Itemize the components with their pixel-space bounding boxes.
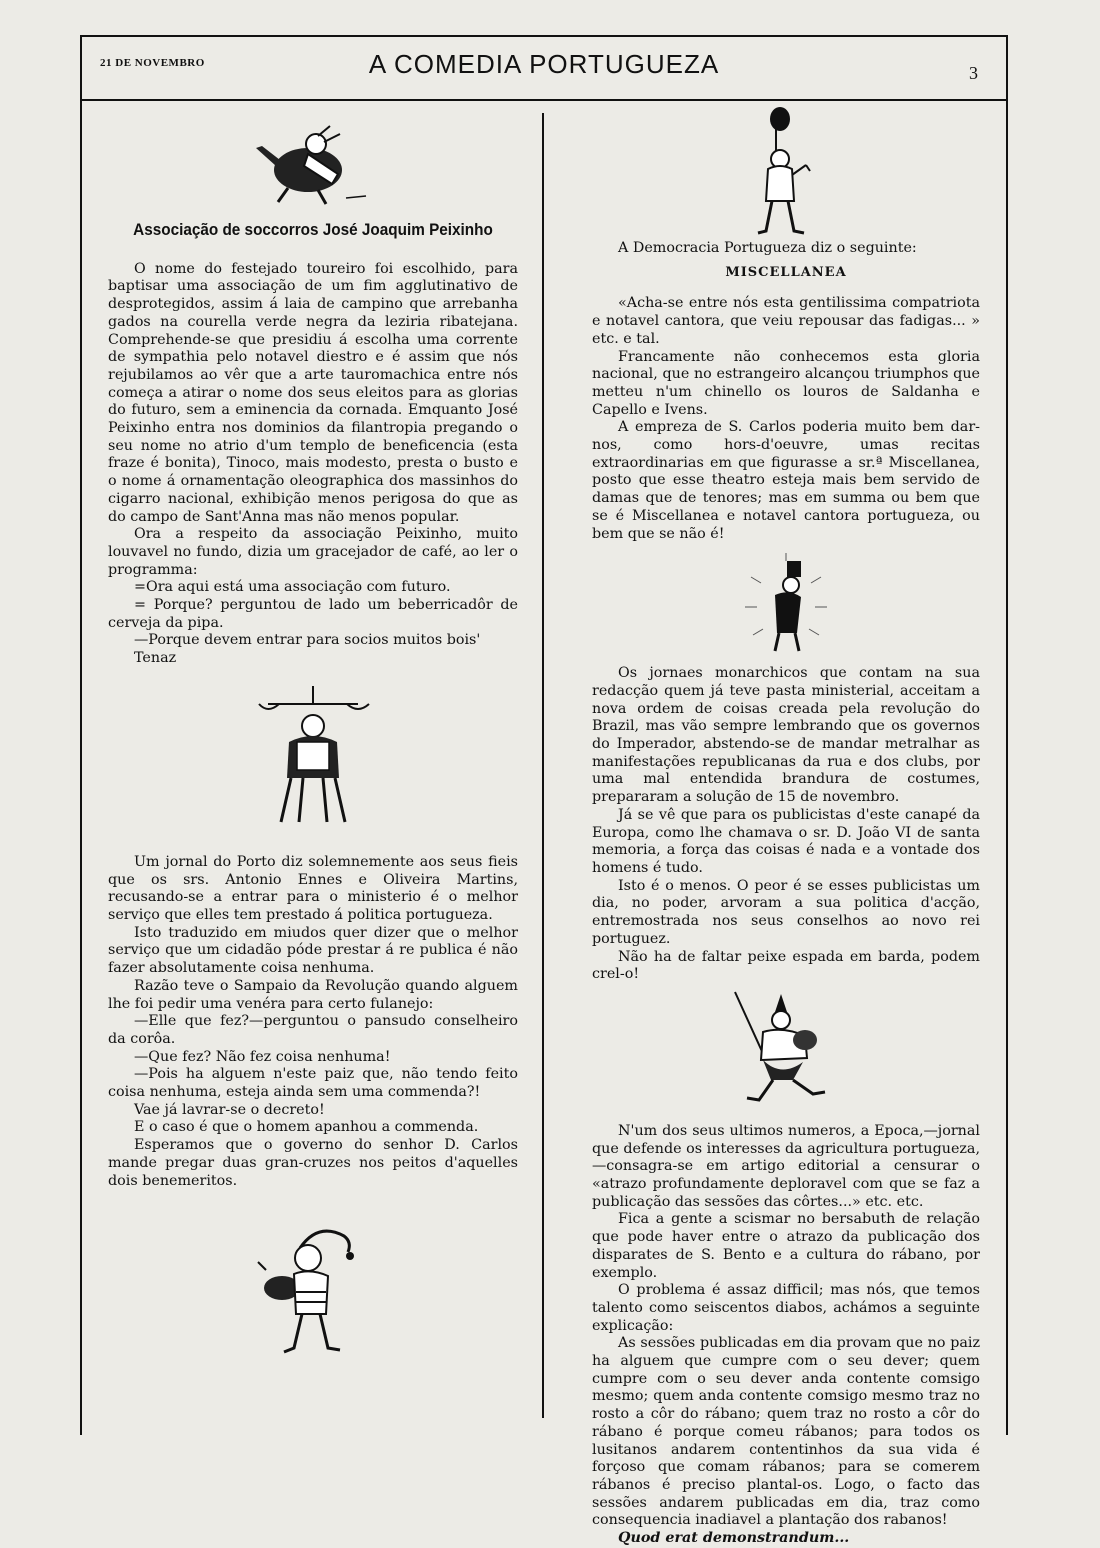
dialogue-line: = Porque? perguntou de lado um beberricadôr de cerveja da pipa. [108,597,518,631]
issue-date: 21 DE NOVEMBRO [100,57,205,69]
dialogue-line: —Porque devem entrar para socios muitos bois' [134,632,481,649]
paragraph: Um jornal do Porto diz solemnemente aos seus fieis que os srs. Antonio Ennes e Oliveira Martins, recusando-se a entrar para o ministerio é o melhor serviço que elles tem prestado á politica portugueza. [108,853,518,923]
page-number: 3 [969,63,978,83]
paragraph: O problema é assaz difficil; mas nós, que temos talento como seiscentos diabos, achámos a seguinte explicação: [592,1282,980,1334]
paragraph: Isto é o menos. O peor é se esses publicistas um dia, no poder, arvoram a sua politica d'acção, entremostrada nos seus conselhos ao novo rei portuguez. [592,877,980,947]
right-column [592,105,980,1548]
column-rule [542,113,544,1418]
paragraph: Isto traduzido em miudos quer dizer que o melhor serviço que um cidadão póde prestar á re publica é não fazer absolutamente coisa nenhuma. [108,924,518,977]
masthead [80,35,1008,101]
signature: Tenaz [134,650,177,667]
scales-figure-illustration [253,682,373,832]
dialogue-line: Vae já lavrar-se o decreto! [134,1101,325,1118]
paragraph: A empreza de S. Carlos poderia muito bem dar-nos, como hors-d'oeuvre, umas recitas extraordinarias em que figurasse a sr.ª Miscellanea, posto que esse theatro esteja mais bem servido de damas que de tenores; mas em summa ou bem que se é Miscellanea e notavel cantora portugueza, ou bem que se não é! [592,419,980,542]
bullfight-illustration [248,118,378,213]
musical-note-figure-illustration [746,105,826,240]
paragraph: As sessões publicadas em dia provam que no paiz ha alguem que cumpre com o seu dever; quem cumpre com o seu dever anda contente comsigo mesmo; quem anda contente comsigo mesmo traz no rosto a côr do rábano; quem traz no rosto a côr do rábano é porque comeu rábanos; para todos os lusitanos andarem contentinhos da sua vida é forçoso que comam rábanos; para se comerem rábanos é preciso plantal-os. Logo, o facto das sessões andarem publicadas em dia, traz como consequencia inadiavel a plantação dos rabanos! [592,1335,980,1529]
top-hat-figure-illustration [731,547,841,657]
dialogue-line: =Ora aqui está uma associação com futuro. [134,579,451,596]
paragraph: E o caso é que o homem apanhou a commenda. [134,1119,479,1136]
jester-illustration [248,1218,378,1368]
dialogue-line: —Pois ha alguem n'este paiz que, não tendo feito coisa nenhuma, esteja ainda sem uma commenda?! [108,1066,518,1101]
closing-line: Quod erat demonstrandum... [618,1530,850,1547]
paragraph: Ora a respeito da associação Peixinho, muito louvavel no fundo, dizia um gracejador de café, ao ler o programma: [108,526,518,578]
dialogue-line: —Que fez? Não fez coisa nenhuma! [134,1048,391,1065]
intro-line: A Democracia Portugueza diz o seguinte: [618,240,917,256]
armed-figure-illustration [721,988,851,1113]
newspaper-title: A COMEDIA PORTUGUEZA [368,49,720,79]
paragraph: Francamente não conhecemos esta gloria nacional, que no estrangeiro alcançou triumphos que metteu n'um chinello os louros de Saldanha e Capello e Ivens. [592,348,980,418]
section-subheading: MISCELLANEA [725,264,847,280]
paragraph: «Acha-se entre nós esta gentilissima compatriota e notavel cantora, que veiu repousar das fadigas... » etc. e tal. [592,295,980,347]
paragraph: Não ha de faltar peixe espada em barda, podem crel-o! [592,948,980,983]
paragraph: N'um dos seus ultimos numeros, a Epoca,—jornal que defende os interesses da agricultura portugueza,—consagra-se em artigo editorial a censurar o «atrazo profundamente deploravel com que se faz a publicação das sessões das côrtes...» etc. etc. [592,1122,980,1210]
paragraph: Os jornaes monarchicos que contam na sua redacção quem já teve pasta ministerial, acceitam a nova ordem de coisas creada pela revolução do Brazil, mas vão sempre lembrando que os governos do Imperador, abstendo-se de mandar metralhar as manifestações republicanas da rua e dos clubs, por uma mal entendida brandura de costumes, prepararam a solução de 15 de novembro. [592,665,980,806]
left-column [108,118,518,1368]
dialogue-line: —Elle que fez?—perguntou o pansudo conselheiro da corôa. [108,1013,518,1047]
paragraph: Fica a gente a scismar no bersabuth de relação que pode haver entre o atrazo da publicação dos disparates de S. Bento e a cultura do rábano, por exemplo. [592,1211,980,1281]
paragraph: O nome do festejado toureiro foi escolhido, para baptisar uma associação de um fim agglutinativo de desprotegidos, assim á laia de campino que arrebanha gados na courella verde negra da leziria ribatejana. Comprehende-se que presidiu á escolha uma corrente de sympathia pelo notavel diestro e é assim que nós rejubilamos ao vêr que a arte tauromachica entre nós começa a atirar o nome dos seus eleitos para as glorias do futuro, sem a eminencia da cornada. Emquanto José Peixinho entra nos dominios da filantropia pregando o seu nome no atrio d'um templo de beneficencia (esta fraze é bonita), Tinoco, mais modesto, presta o busto e o nome á ornamentação oleographica dos massinhos do cigarro nacional, exhibição menos perigosa do que as do campo de Sant'Anna mas não menos popular. [108,260,518,525]
paragraph: Já se vê que para os publicistas d'este canapé da Europa, como lhe chamava o sr. D. João VI de santa memoria, a força das coisas é nada e a vontade dos homens é tudo. [592,806,980,876]
article-heading: Associação de soccorros José Joaquim Peixinho [133,220,493,239]
paragraph: Razão teve o Sampaio da Revolução quando alguem lhe foi pedir uma venéra para certo fulanejo: [108,977,518,1012]
paragraph: Esperamos que o governo do senhor D. Carlos mande pregar duas gran-cruzes nos peitos d'aquelles dois benemeritos. [108,1137,518,1189]
